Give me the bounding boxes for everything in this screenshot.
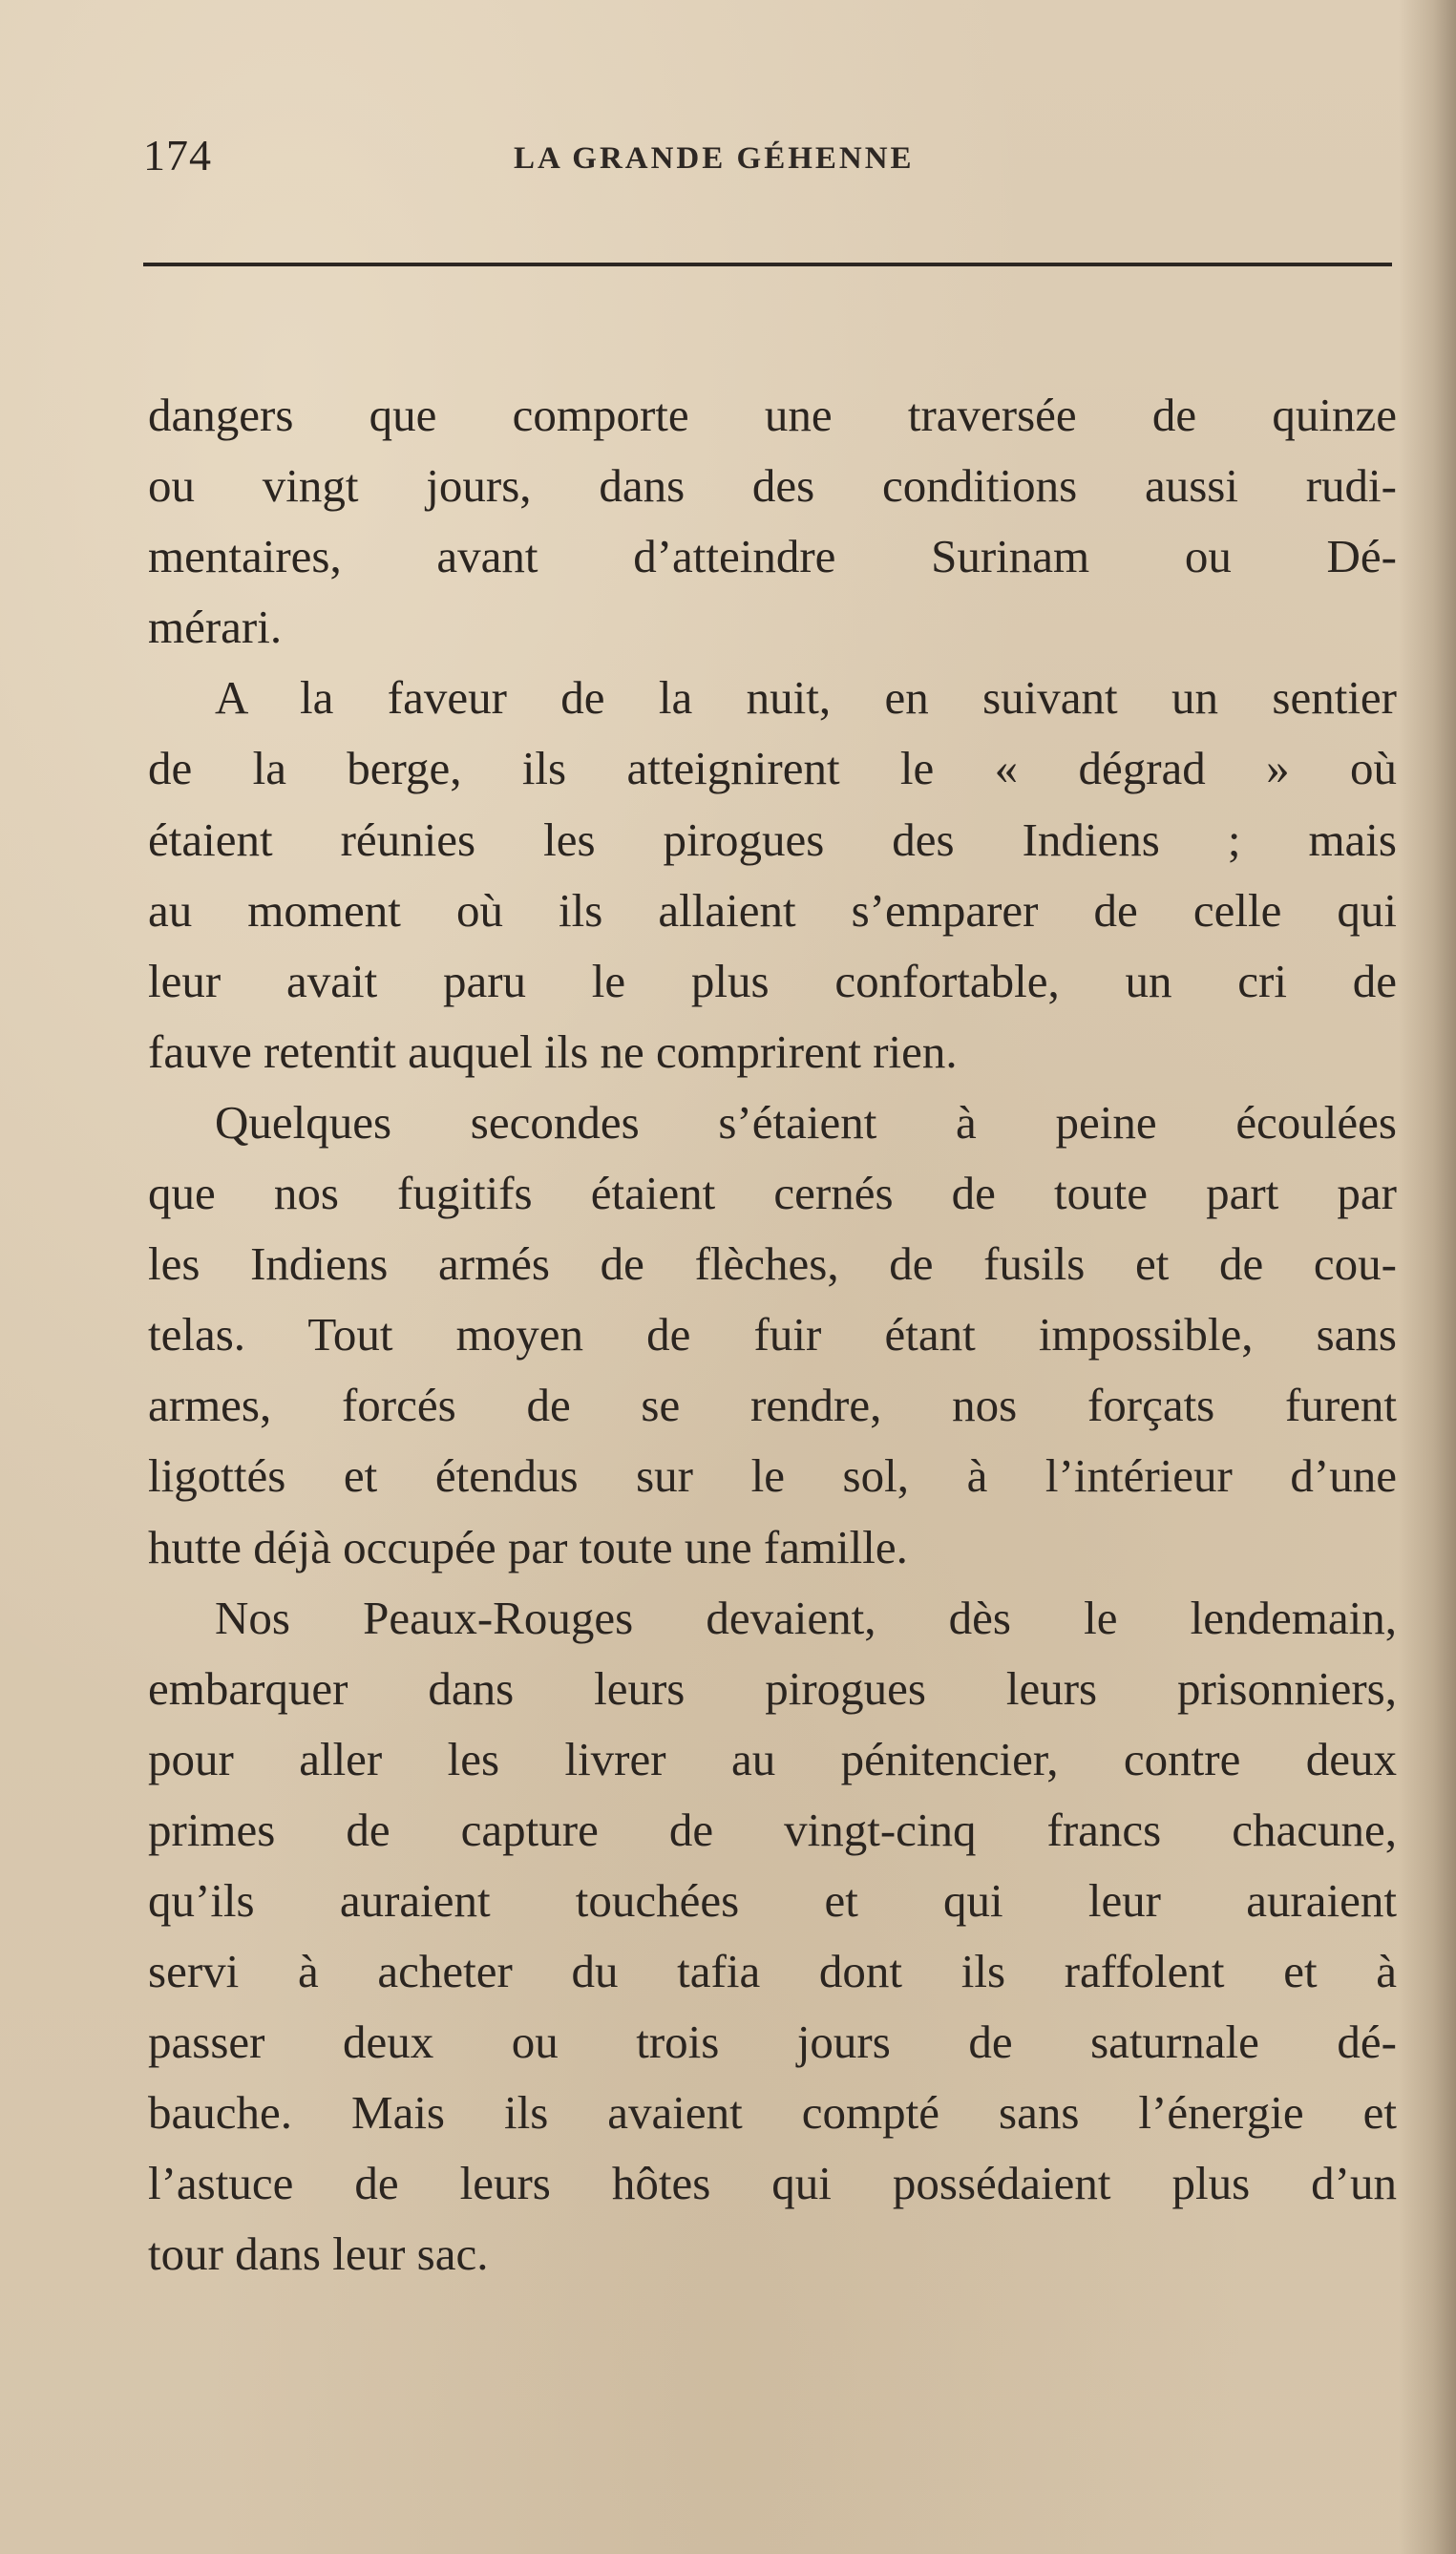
page-edge-shadow [1399, 0, 1456, 2554]
text-line: Nos Peaux-Rouges devaient, dès le lendemain, [215, 1591, 1397, 1644]
text-line: que nos fugitifs étaient cernés de toute part par [148, 1167, 1397, 1220]
text-line: pour aller les livrer au pénitencier, contre deux [148, 1732, 1397, 1785]
text-line: Quelques secondes s’étaient à peine écoulées [215, 1095, 1397, 1149]
paragraph [148, 380, 1397, 663]
body-text [148, 380, 1397, 2290]
text-line: de la berge, ils atteignirent le « dégrad » où [148, 742, 1397, 795]
text-line: A la faveur de la nuit, en suivant un sentier [215, 671, 1397, 725]
paragraph [148, 1583, 1397, 2290]
page-header [143, 122, 1392, 199]
text-line: dangers que comporte une traversée de quinze [148, 389, 1397, 441]
text-line: ligottés et étendus sur le sol, à l’intérieur d’une [148, 1449, 1397, 1503]
text-line: mérari. [148, 601, 283, 654]
text-line: étaient réunies les pirogues des Indiens ; mais [148, 813, 1397, 866]
text-line: les Indiens armés de flèches, de fusils et de cou- [148, 1237, 1397, 1291]
text-line: au moment où ils allaient s’emparer de celle qui [148, 883, 1397, 937]
text-line: passer deux ou trois jours de saturnale dé- [148, 2016, 1397, 2069]
text-line: servi à acheter du tafia dont ils raffolent et à [148, 1945, 1397, 1998]
text-line: fauve retentit auquel ils ne comprirent rien. [148, 1024, 958, 1078]
text-line: ou vingt jours, dans des conditions aussi rudi- [148, 459, 1397, 513]
text-line: qu’ils auraient touchées et qui leur auraient [148, 1873, 1397, 1927]
text-line: embarquer dans leurs pirogues leurs prisonniers, [148, 1661, 1397, 1715]
header-rule [143, 263, 1392, 266]
text-line: primes de capture de vingt-cinq francs chacune, [148, 1803, 1397, 1856]
text-line: tour dans leur sac. [148, 2227, 489, 2281]
page-number: 174 [143, 131, 212, 179]
text-line: armes, forcés de se rendre, nos forçats furent [148, 1379, 1397, 1432]
paragraph [148, 1087, 1397, 1583]
text-line: hutte déjà occupée par toute une famille. [148, 1520, 908, 1573]
text-line: mentaires, avant d’atteindre Surinam ou Dé- [148, 530, 1397, 583]
text-line: bauche. Mais ils avaient compté sans l’énergie et [148, 2086, 1397, 2140]
text-line: leur avait paru le plus confortable, un cri de [148, 954, 1397, 1007]
running-title: LA GRANDE GÉHENNE [514, 141, 915, 176]
text-line: telas. Tout moyen de fuir étant impossible, sans [148, 1308, 1397, 1361]
text-line: l’astuce de leurs hôtes qui possédaient plus d’un [148, 2157, 1397, 2210]
paragraph [148, 663, 1397, 1087]
